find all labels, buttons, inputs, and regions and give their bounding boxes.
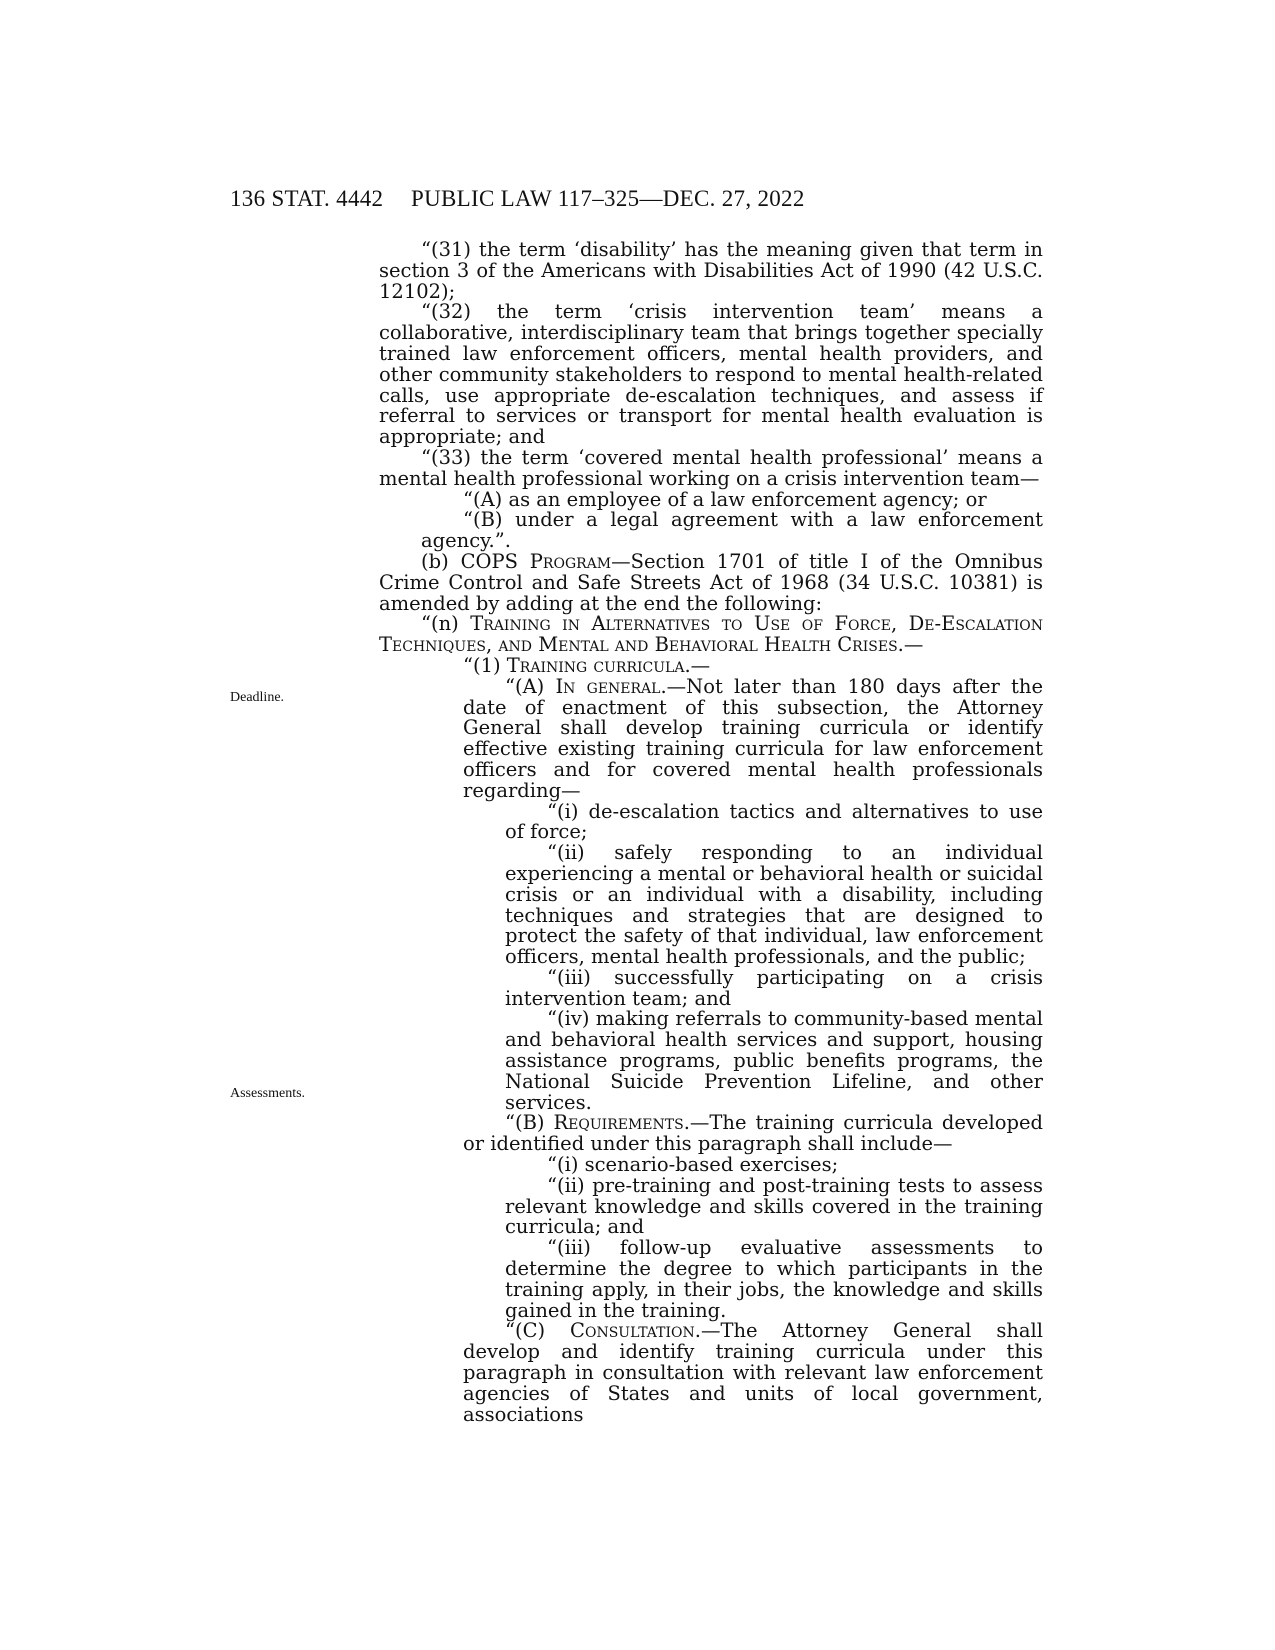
subsection-b-text: —Section 1701 of title I of the Omnibus Crime Control and Safe Streets Act of 1968 (34 U.S.C. 10381) is amended by adding at the end the following:: [379, 549, 1043, 615]
public-law-citation: PUBLIC LAW 117–325—DEC. 27, 2022: [411, 186, 805, 211]
clause-b-i: “(i) scenario-based exercises;: [547, 1153, 839, 1177]
subparagraph-a-label: “(A): [505, 674, 545, 698]
subparagraph-c-heading: Consultation: [570, 1319, 695, 1343]
subsection-n-label: “(n): [421, 612, 459, 636]
subparagraph-a-text: .—Not later than 180 days after the date of enactment of this subsection, the Attorney General shall develop training curricula or identify effective existing training curricula for law enforcement officers and for covered mental health professionals regarding—: [463, 674, 1043, 802]
clause-a-iv: “(iv) making referrals to community-based mental and behavioral health services and support, housing assistance programs, public benefits programs, the National Suicide Prevention Lifeline, and other services.: [505, 1007, 1043, 1114]
subsection-n: [379, 614, 1043, 656]
subsection-b-heading: COPS Program: [460, 549, 612, 573]
subsection-n-heading: Training in Alternatives to Use of Force, De-Escalation Techniques, and Mental and Behavioral Health Crises: [379, 612, 1043, 657]
margin-note-assessments: Assessments.: [230, 1086, 306, 1101]
paragraph-33-a: “(A) as an employee of a law enforcement agency; or: [463, 487, 987, 511]
subparagraph-b-label: “(B): [505, 1111, 545, 1135]
subparagraph-c-label: “(C): [505, 1319, 546, 1343]
subparagraph-c: [379, 1321, 1043, 1425]
subsection-b: [379, 549, 1043, 615]
margin-note-deadline: Deadline.: [230, 690, 285, 705]
clause-a-iii: “(iii) successfully participating on a crisis intervention team; and: [505, 965, 1043, 1010]
subparagraph-b-text: .—The training curricula developed or identified under this paragraph shall include—: [463, 1111, 1043, 1156]
clause-a-i: “(i) de-escalation tactics and alternatives to use of force;: [505, 799, 1043, 844]
page-header: [0, 186, 1275, 216]
clause-a-ii: “(ii) safely responding to an individual experiencing a mental or behavioral health or suicidal crisis or an individual with a disability, including techniques and strategies that are designed to protect the safety of that individual, law enforcement officers, mental health professionals, and the public;: [505, 841, 1043, 969]
subparagraph-b-heading: Requirements: [553, 1111, 684, 1135]
paragraph-1-label: “(1): [463, 653, 501, 677]
clause-b-ii: “(ii) pre-training and post-training tests to assess relevant knowledge and skills covered in the training curricula; and: [505, 1173, 1043, 1239]
subparagraph-a: [379, 674, 1043, 802]
subparagraph-a-heading: In general: [555, 674, 661, 698]
paragraph-31: “(31) the term ‘disability’ has the meaning given that term in section 3 of the Americans with Disabilities Act of 1990 (42 U.S.C. 12102);: [379, 238, 1043, 303]
subsection-n-tail: .—: [897, 633, 924, 657]
subsection-b-label: (b): [421, 549, 449, 573]
paragraph-1-heading: Training curricula: [506, 653, 685, 677]
paragraph-32: “(32) the term ‘crisis intervention team’ means a collaborative, interdisciplinary team that brings together specially trained law enforcement officers, mental health providers, and other community stakeholders to respond to mental health-related calls, use appropriate de-escalation techniques, and assess if referral to services or transport for mental health evaluation is appropriate; and: [379, 300, 1043, 449]
paragraph-1: [379, 653, 1043, 677]
stat-page-number: 136 STAT. 4442: [230, 186, 384, 211]
subparagraph-b: [379, 1113, 1043, 1155]
document-body: [379, 240, 1043, 1425]
paragraph-33: “(33) the term ‘covered mental health professional’ means a mental health professional working on a crisis intervention team—: [379, 445, 1043, 490]
paragraph-1-tail: .—: [684, 653, 711, 677]
subparagraph-c-text: .—The Attorney General shall develop and identify training curricula under this paragraph in consultation with relevant law enforcement agencies of States and units of local government, associations: [463, 1319, 1043, 1426]
paragraph-33-b: “(B) under a legal agreement with a law enforcement agency.”.: [421, 508, 1043, 553]
clause-b-iii: “(iii) follow-up evaluative assessments to determine the degree to which participants in the training apply, in their jobs, the knowledge and skills gained in the training.: [505, 1236, 1043, 1322]
